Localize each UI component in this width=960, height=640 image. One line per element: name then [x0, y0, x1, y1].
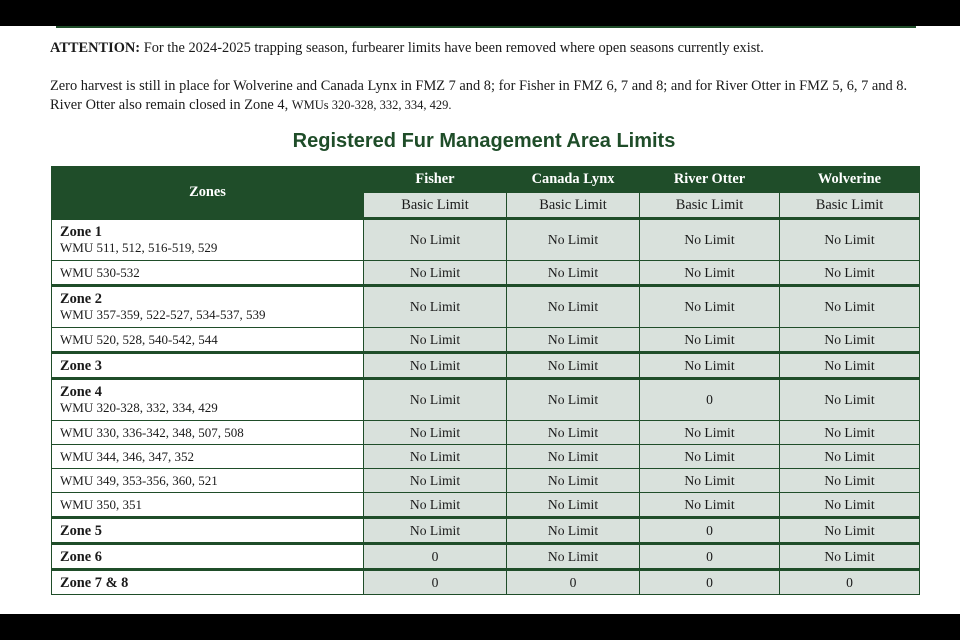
fur-limits-table	[51, 166, 920, 595]
limit-cell: No Limit	[780, 286, 920, 328]
limit-cell: No Limit	[364, 421, 507, 445]
limit-cell: 0	[640, 570, 780, 595]
zero-harvest-text: Zero harvest is still in place for Wolverine and Canada Lynx in FMZ 7 and 8; for Fisher in FMZ 6, 7 and 8; and for River Otter in FMZ 5, 6, 7 and 8. River Otter also remain closed in Zone 4,	[50, 78, 908, 113]
wmu-list: WMU 511, 512, 516-519, 529	[60, 240, 218, 255]
zone-cell	[52, 544, 364, 570]
limit-cell: No Limit	[780, 469, 920, 493]
limit-cell: 0	[640, 544, 780, 570]
limit-cell: No Limit	[640, 286, 780, 328]
col-header-wolverine: Wolverine	[780, 167, 920, 193]
limit-cell: No Limit	[364, 353, 507, 379]
limit-cell: 0	[364, 544, 507, 570]
limit-cell: No Limit	[507, 328, 640, 353]
wmu-list: WMU 520, 528, 540-542, 544	[60, 331, 218, 347]
table-row	[52, 328, 920, 353]
zone-cell	[52, 219, 364, 261]
limit-cell: No Limit	[780, 219, 920, 261]
zone-name: Zone 3	[60, 357, 102, 374]
zone-cell	[52, 261, 364, 286]
limit-cell: No Limit	[507, 544, 640, 570]
zone-cell	[52, 286, 364, 328]
zone-name: Zone 1	[60, 224, 102, 240]
limit-cell: 0	[640, 518, 780, 544]
limit-cell: No Limit	[364, 328, 507, 353]
limit-cell: No Limit	[507, 518, 640, 544]
col-header-canada-lynx: Canada Lynx	[507, 167, 640, 193]
zone-cell	[52, 328, 364, 353]
zone-name: Zone 2	[60, 291, 102, 307]
wmu-list: WMU 320-328, 332, 334, 429	[60, 400, 218, 415]
table-row	[52, 379, 920, 421]
zone-cell	[52, 493, 364, 518]
wmu-list: WMU 530-532	[60, 264, 140, 280]
limit-cell: No Limit	[364, 493, 507, 518]
zone-name: Zone 4	[60, 384, 102, 400]
wmu-list: WMU 344, 346, 347, 352	[60, 448, 194, 464]
table-title: Registered Fur Management Area Limits	[292, 130, 676, 152]
zone-cell	[52, 379, 364, 421]
table-row	[52, 518, 920, 544]
table-row	[52, 353, 920, 379]
table-row	[52, 445, 920, 469]
limit-cell: No Limit	[364, 286, 507, 328]
top-green-bar	[56, 26, 916, 28]
document-page	[0, 26, 960, 614]
zone-cell	[52, 570, 364, 595]
limit-cell: No Limit	[640, 328, 780, 353]
zero-harvest-wmus: WMUs 320-328, 332, 334, 429.	[291, 98, 452, 112]
zone-cell	[52, 469, 364, 493]
limit-cell: No Limit	[364, 219, 507, 261]
wmu-list: WMU 330, 336-342, 348, 507, 508	[60, 424, 244, 440]
limit-cell: No Limit	[364, 379, 507, 421]
limit-cell: No Limit	[364, 469, 507, 493]
limit-cell: No Limit	[507, 445, 640, 469]
zone-cell	[52, 353, 364, 379]
table-row	[52, 261, 920, 286]
table-row	[52, 421, 920, 445]
limit-cell: No Limit	[780, 421, 920, 445]
limit-cell: No Limit	[640, 261, 780, 286]
zone-cell	[52, 518, 364, 544]
limit-cell: No Limit	[507, 469, 640, 493]
limit-cell: No Limit	[780, 379, 920, 421]
zone-name: Zone 6	[60, 548, 102, 565]
limit-cell: No Limit	[364, 518, 507, 544]
zones-header: Zones	[52, 167, 364, 219]
limit-cell: No Limit	[640, 353, 780, 379]
attention-notice	[50, 40, 920, 57]
table-row	[52, 219, 920, 261]
limit-cell: No Limit	[640, 493, 780, 518]
attention-label: ATTENTION:	[50, 40, 141, 56]
subheader-basic-limit: Basic Limit	[640, 193, 780, 219]
limit-cell: No Limit	[507, 261, 640, 286]
zone-name: Zone 5	[60, 522, 102, 539]
col-header-fisher: Fisher	[364, 167, 507, 193]
limit-cell: No Limit	[780, 328, 920, 353]
wmu-list: WMU 349, 353-356, 360, 521	[60, 472, 218, 488]
wmu-list: WMU 357-359, 522-527, 534-537, 539	[60, 307, 266, 322]
attention-text: For the 2024-2025 trapping season, furbearer limits have been removed where open seasons currently exist.	[140, 40, 764, 56]
table-row	[52, 544, 920, 570]
limit-cell: No Limit	[507, 286, 640, 328]
limit-cell: No Limit	[640, 469, 780, 493]
subheader-basic-limit: Basic Limit	[507, 193, 640, 219]
limit-cell: No Limit	[507, 379, 640, 421]
subheader-basic-limit: Basic Limit	[364, 193, 507, 219]
limit-cell: No Limit	[780, 353, 920, 379]
limit-cell: No Limit	[780, 518, 920, 544]
zone-cell	[52, 421, 364, 445]
subheader-basic-limit: Basic Limit	[780, 193, 920, 219]
limit-cell: No Limit	[507, 421, 640, 445]
zone-name: Zone 7 & 8	[60, 574, 129, 591]
limit-cell: No Limit	[507, 493, 640, 518]
table-row	[52, 493, 920, 518]
limit-cell: 0	[507, 570, 640, 595]
limit-cell: No Limit	[364, 445, 507, 469]
limit-cell: 0	[640, 379, 780, 421]
limit-cell: No Limit	[640, 421, 780, 445]
table-row	[52, 286, 920, 328]
limit-cell: No Limit	[507, 353, 640, 379]
table-row	[52, 570, 920, 595]
wmu-list: WMU 350, 351	[60, 496, 142, 512]
zone-cell	[52, 445, 364, 469]
limit-cell: No Limit	[507, 219, 640, 261]
limit-cell: No Limit	[780, 544, 920, 570]
limit-cell: 0	[780, 570, 920, 595]
limit-cell: No Limit	[640, 219, 780, 261]
limit-cell: No Limit	[640, 445, 780, 469]
limit-cell: No Limit	[364, 261, 507, 286]
limit-cell: No Limit	[780, 493, 920, 518]
table-row	[52, 469, 920, 493]
limit-cell: No Limit	[780, 445, 920, 469]
limit-cell: No Limit	[780, 261, 920, 286]
limit-cell: 0	[364, 570, 507, 595]
zero-harvest-notice	[50, 77, 920, 115]
col-header-river-otter: River Otter	[640, 167, 780, 193]
